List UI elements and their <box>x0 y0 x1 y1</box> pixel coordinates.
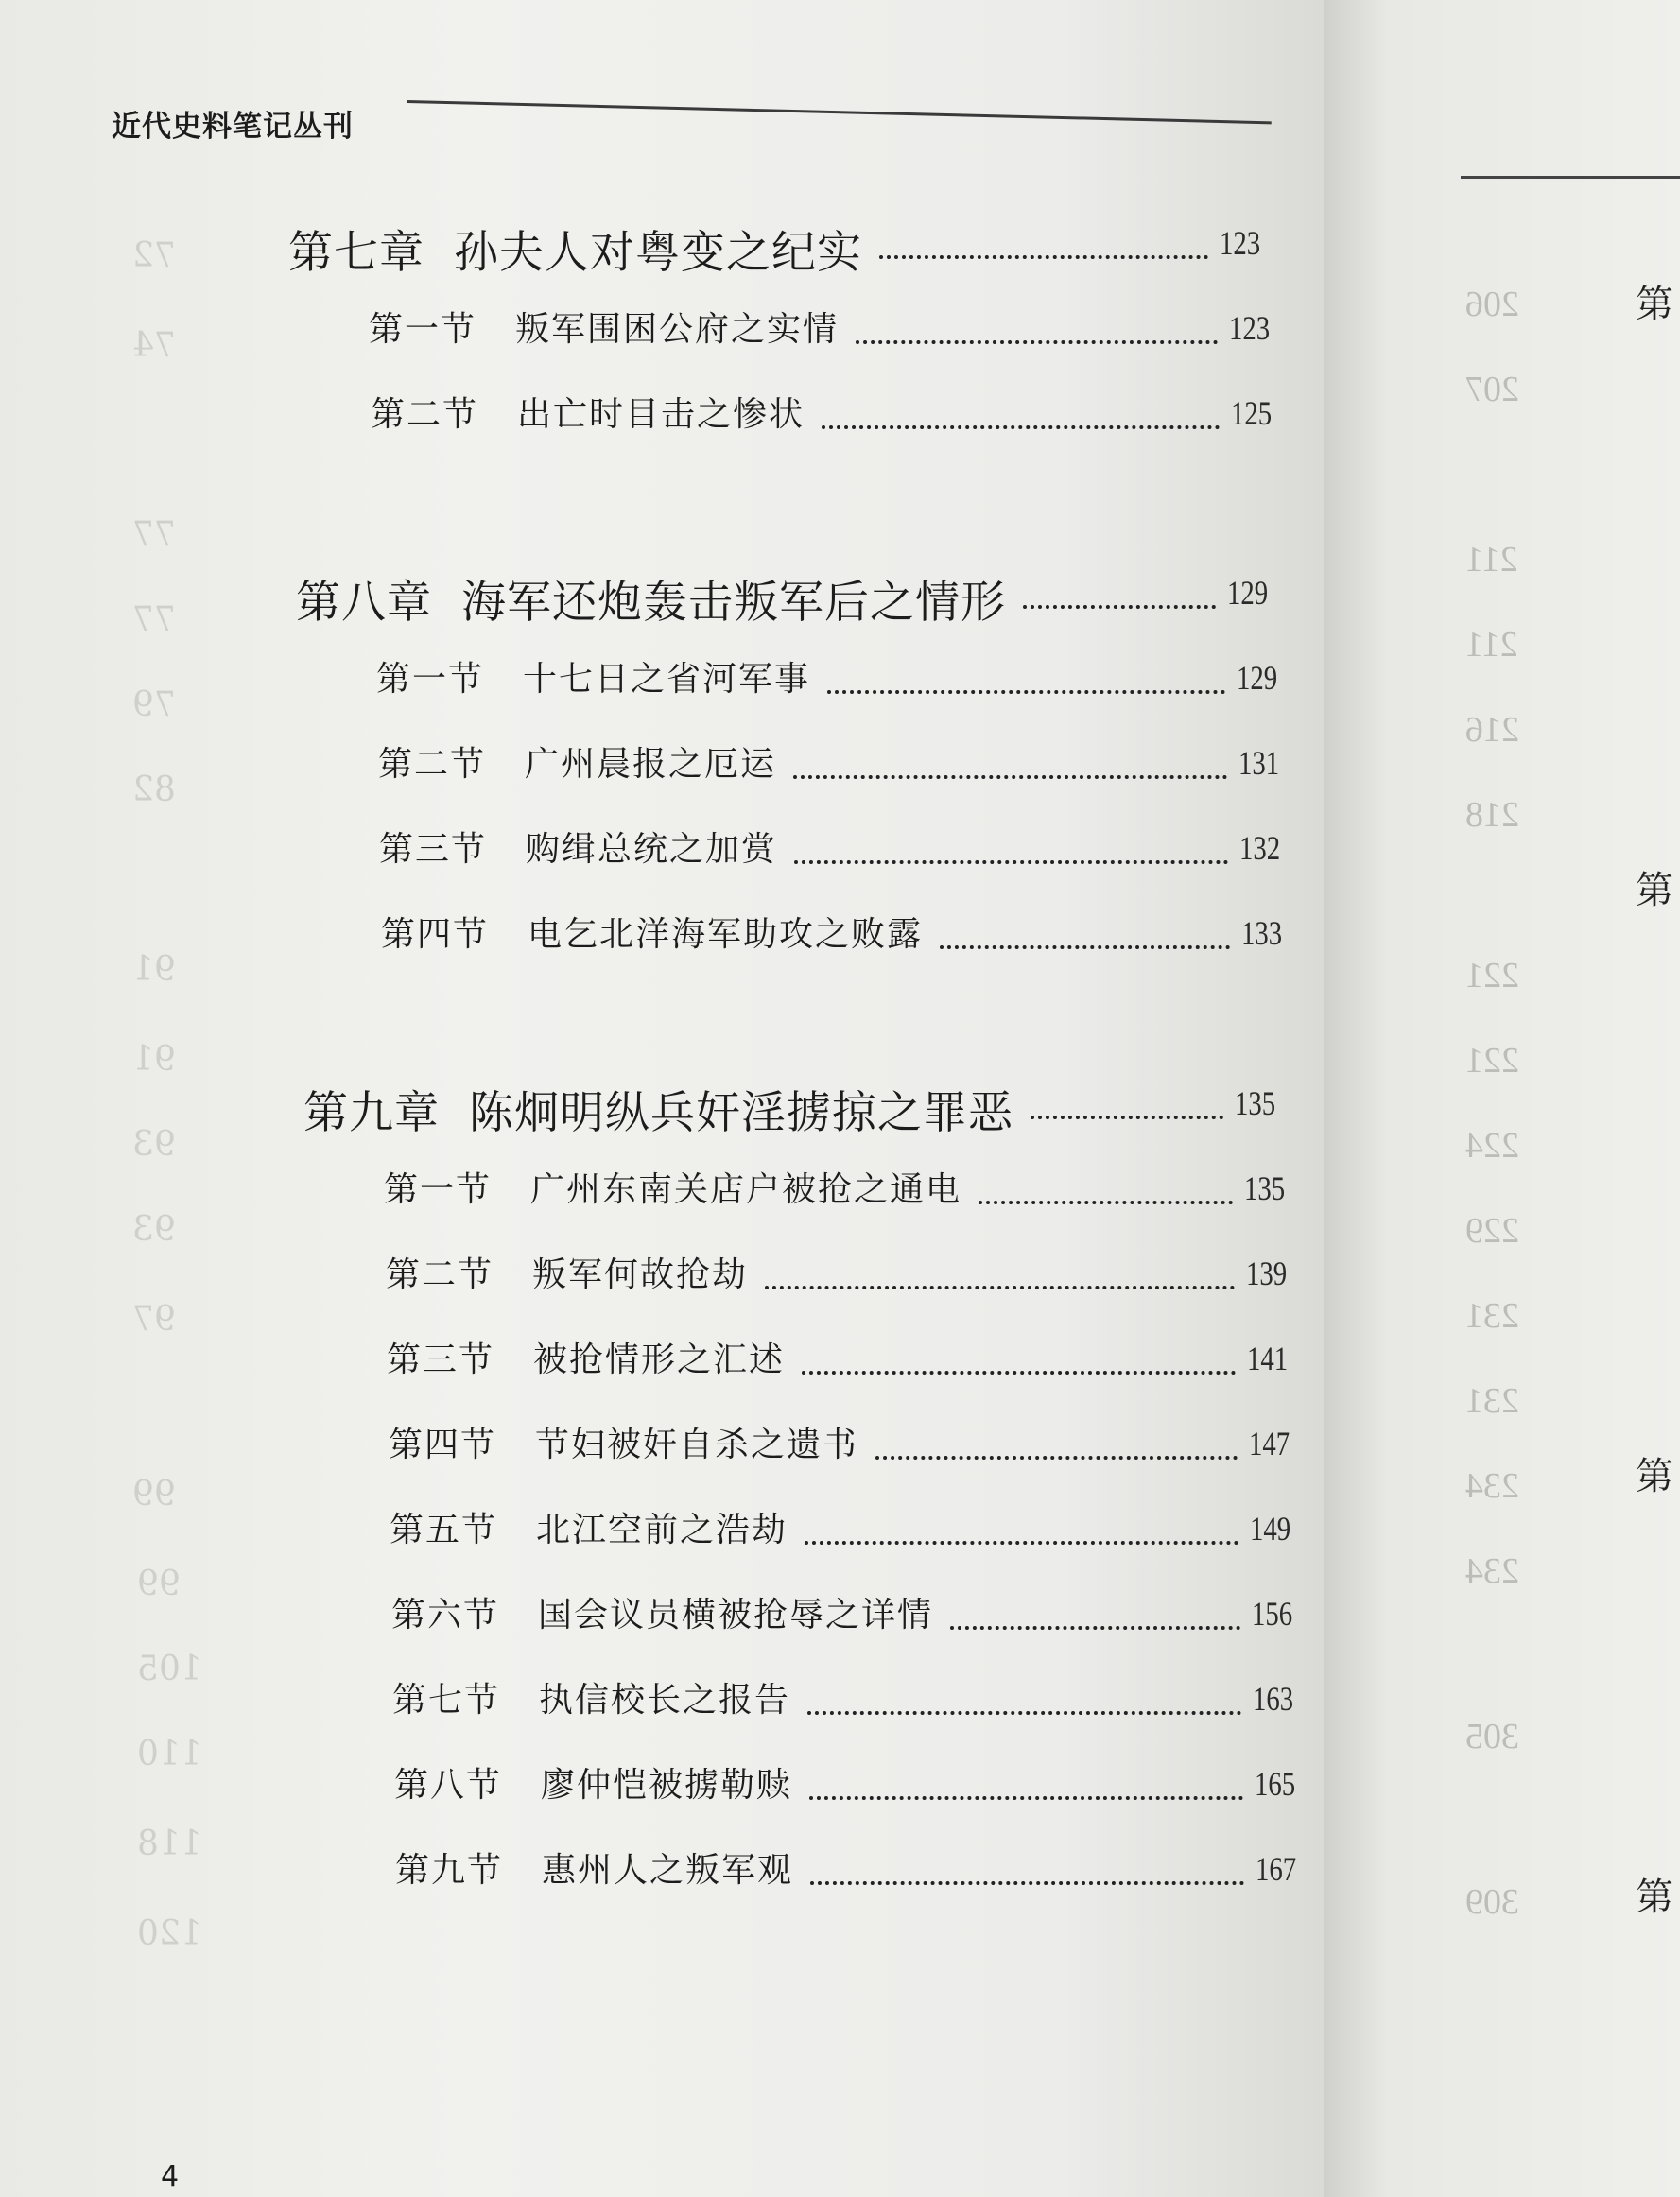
section-entry-title: 广州晨报之厄运 <box>525 745 777 784</box>
facing-page-number: 216 <box>1465 710 1519 750</box>
section-entry-number: 第六节 <box>391 1596 500 1635</box>
bleed-through-number: 79 <box>132 685 176 724</box>
chapter-entry-title: 海军还炮轰击叛军后之情形 <box>461 577 1006 629</box>
facing-chapter-fragment: 第 <box>1636 1876 1673 1919</box>
section-entry-page: 129 <box>1237 659 1278 697</box>
section-entry <box>0 1503 1324 1560</box>
section-entry-page: 167 <box>1256 1850 1297 1888</box>
facing-page-number: 206 <box>1465 285 1519 324</box>
section-entry-leader-dots <box>765 1248 1235 1289</box>
section-entry <box>0 822 1324 879</box>
section-entry-number: 第二节 <box>386 1255 494 1294</box>
section-entry-number: 第二节 <box>378 745 487 784</box>
chapter-entry-number: 第八章 <box>296 577 432 629</box>
section-entry-leader-dots <box>827 652 1225 694</box>
section-entry-leader-dots <box>950 1588 1240 1630</box>
facing-page-number: 211 <box>1465 625 1518 665</box>
section-entry <box>0 737 1324 794</box>
section-entry-page: 165 <box>1255 1765 1296 1803</box>
section-entry-leader-dots <box>802 1333 1236 1375</box>
bleed-through-number: 72 <box>132 236 176 275</box>
chapter-entry-page: 123 <box>1220 224 1261 262</box>
section-entry <box>0 1333 1324 1390</box>
section-entry-title: 购缉总统之加赏 <box>526 830 778 869</box>
section-entry-number: 第一节 <box>376 660 485 699</box>
section-entry-title: 惠州人之叛军观 <box>542 1851 794 1890</box>
bleed-through-number: 91 <box>132 1040 176 1079</box>
chapter-entry <box>0 217 1324 279</box>
section-entry-number: 第一节 <box>369 310 477 349</box>
section-entry <box>0 652 1324 709</box>
chapter-entry-leader-dots <box>1023 567 1216 609</box>
section-entry-number: 第八节 <box>394 1766 503 1805</box>
section-entry-number: 第三节 <box>379 830 488 869</box>
section-entry-page: 147 <box>1249 1425 1290 1462</box>
section-entry <box>0 1588 1324 1645</box>
section-entry-title: 北江空前之浩劫 <box>536 1511 788 1549</box>
chapter-entry-title: 陈炯明纵兵奸淫掳掠之罪恶 <box>469 1087 1013 1139</box>
section-entry-page: 123 <box>1229 309 1271 347</box>
section-entry-page: 163 <box>1253 1680 1294 1718</box>
section-entry-leader-dots <box>809 1758 1243 1800</box>
page-number: 4 <box>161 2160 180 2193</box>
section-entry <box>0 908 1324 964</box>
section-entry-page: 131 <box>1238 744 1280 782</box>
section-entry <box>0 303 1324 359</box>
facing-chapter-fragment: 第 <box>1636 1455 1673 1498</box>
bleed-through-number: 97 <box>132 1300 176 1339</box>
section-entry-page: 139 <box>1246 1254 1288 1292</box>
chapter-entry <box>0 1078 1324 1139</box>
facing-page-number: 234 <box>1465 1466 1519 1506</box>
section-entry-leader-dots <box>793 737 1227 779</box>
section-entry-title: 叛军何故抢劫 <box>532 1255 749 1294</box>
section-entry-number: 第七节 <box>392 1681 501 1720</box>
section-entry-leader-dots <box>979 1163 1233 1204</box>
facing-page-number: 221 <box>1465 1041 1519 1081</box>
section-entry <box>0 1673 1324 1730</box>
facing-page-number: 221 <box>1465 956 1519 995</box>
chapter-entry-page: 135 <box>1235 1084 1276 1122</box>
bleed-through-number: 99 <box>132 1475 176 1514</box>
section-entry-title: 出亡时目击之惨状 <box>517 395 805 434</box>
section-entry-leader-dots <box>794 822 1228 864</box>
section-entry-page: 135 <box>1244 1169 1286 1207</box>
header-rule <box>407 100 1272 124</box>
section-entry-page: 149 <box>1250 1510 1291 1548</box>
chapter-entry-leader-dots <box>1031 1078 1223 1119</box>
section-entry-leader-dots <box>807 1673 1241 1715</box>
facing-page-number: 305 <box>1465 1717 1519 1756</box>
section-entry-leader-dots <box>875 1418 1238 1460</box>
section-entry-title: 叛军围困公府之实情 <box>515 310 840 349</box>
section-entry-page: 132 <box>1239 829 1281 867</box>
section-entry-number: 第五节 <box>390 1511 498 1549</box>
facing-page <box>1324 0 1680 2197</box>
section-entry-page: 156 <box>1252 1595 1293 1633</box>
section-entry <box>0 1248 1324 1305</box>
bleed-through-number: 91 <box>132 950 176 989</box>
section-entry-number: 第四节 <box>389 1426 497 1464</box>
facing-page-number: 224 <box>1465 1126 1519 1166</box>
section-entry <box>0 1843 1324 1900</box>
section-entry-page: 133 <box>1241 914 1283 952</box>
facing-page-number: 218 <box>1465 795 1519 835</box>
chapter-entry-number: 第七章 <box>288 227 424 279</box>
section-entry-leader-dots <box>940 908 1230 949</box>
facing-page-number: 309 <box>1465 1882 1519 1922</box>
section-entry-number: 第一节 <box>384 1170 493 1209</box>
bleed-through-number: 77 <box>132 515 176 554</box>
bleed-through-number: 120 <box>137 1914 202 1953</box>
facing-page-number: 234 <box>1465 1551 1519 1591</box>
bleed-through-number: 93 <box>132 1125 176 1164</box>
facing-page-number: 231 <box>1465 1296 1519 1336</box>
section-entry-leader-dots <box>805 1503 1238 1545</box>
chapter-entry-number: 第九章 <box>303 1087 440 1139</box>
section-entry-title: 节妇被奸自杀之遗书 <box>535 1426 859 1464</box>
facing-chapter-fragment: 第 <box>1636 869 1673 912</box>
section-entry-number: 第九节 <box>395 1851 504 1890</box>
section-entry-title: 国会议员横被抢辱之详情 <box>538 1596 934 1635</box>
chapter-entry <box>0 567 1324 629</box>
section-entry-title: 广州东南关店户被抢之通电 <box>530 1170 962 1209</box>
section-entry-title: 十七日之省河军事 <box>523 660 811 699</box>
bleed-through-number: 105 <box>137 1650 202 1688</box>
facing-page-number: 229 <box>1465 1211 1519 1251</box>
section-entry-title: 电乞北洋海军助攻之败露 <box>528 915 924 954</box>
section-entry-title: 廖仲恺被掳勒赎 <box>541 1766 793 1805</box>
chapter-entry-leader-dots <box>879 217 1208 259</box>
section-entry-leader-dots <box>810 1843 1244 1885</box>
series-title: 近代史料笔记丛刊 <box>112 110 354 144</box>
bleed-through-number: 77 <box>132 600 176 639</box>
facing-chapter-fragment: 第 <box>1636 283 1673 326</box>
bleed-through-number: 93 <box>132 1210 176 1249</box>
bleed-through-number: 82 <box>132 770 176 809</box>
facing-page-number: 231 <box>1465 1381 1519 1421</box>
chapter-entry-page: 129 <box>1227 574 1269 612</box>
section-entry-title: 执信校长之报告 <box>539 1681 791 1720</box>
bleed-through-number: 110 <box>137 1735 202 1773</box>
facing-page-number: 207 <box>1465 370 1519 409</box>
bleed-through-number: 118 <box>137 1825 202 1863</box>
section-entry <box>0 1163 1324 1220</box>
section-entry <box>0 388 1324 444</box>
bleed-through-number: 74 <box>132 326 176 365</box>
section-entry-page: 141 <box>1247 1340 1289 1377</box>
bleed-through-number: 99 <box>137 1565 181 1603</box>
section-entry-number: 第三节 <box>387 1341 495 1379</box>
facing-page-number: 211 <box>1465 540 1518 580</box>
section-entry <box>0 1758 1324 1815</box>
chapter-entry-title: 孙夫人对粤变之纪实 <box>454 227 862 279</box>
section-entry-page: 125 <box>1231 394 1273 432</box>
section-entry-number: 第四节 <box>381 915 490 954</box>
section-entry-leader-dots <box>822 388 1220 429</box>
section-entry <box>0 1418 1324 1475</box>
facing-header-rule <box>1461 176 1680 179</box>
section-entry-title: 被抢情形之汇述 <box>533 1341 786 1379</box>
section-entry-leader-dots <box>856 303 1218 344</box>
section-entry-number: 第二节 <box>371 395 479 434</box>
